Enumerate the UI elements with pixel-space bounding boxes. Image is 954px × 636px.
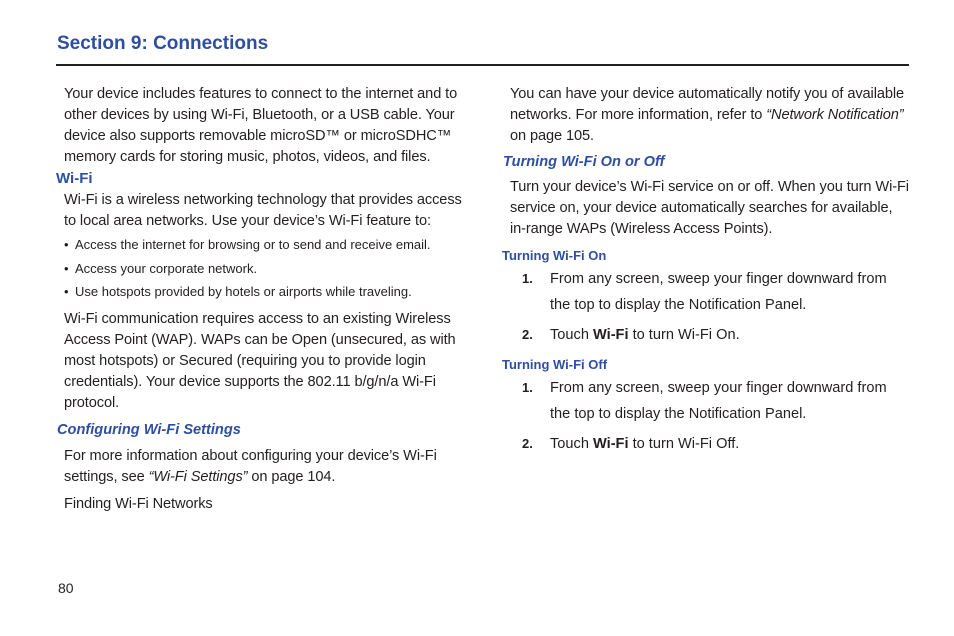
- bullet-item: [64, 236, 474, 254]
- bullet-item: [64, 283, 474, 301]
- wifi-description: Wi-Fi is a wireless networking technology that provides access to local area networks. Use your device’s Wi-Fi feature to:: [64, 192, 462, 229]
- bullet-text: Use hotspots provided by hotels or airports while traveling.: [75, 284, 412, 299]
- step-number: 1.: [522, 271, 533, 286]
- bullet-icon: •: [64, 284, 69, 299]
- turning-off-heading: Turning Wi-Fi Off: [502, 357, 608, 372]
- wifi-settings-reference[interactable]: “Wi-Fi Settings”: [148, 469, 248, 485]
- step-text: [550, 431, 910, 457]
- step-text-post: to turn Wi-Fi Off.: [628, 436, 740, 452]
- wifi-bullet-list: [64, 236, 474, 301]
- wap-paragraph: Wi-Fi communication requires access to an existing Wireless Access Point (WAP). WAPs can be Open (unsecured, as with most hotspots) or Secured (requiring you to provide login credentials). Your device supports the 802.11 b/g/n/a Wi-Fi protocol.: [64, 311, 456, 411]
- left-column: [56, 84, 474, 515]
- step-text: [550, 322, 910, 348]
- bullet-icon: •: [64, 261, 69, 276]
- notify-text: You can have your device automatically notify you of available networks. For more information, refer to: [510, 86, 905, 123]
- section-title: Section 9: Connections: [57, 33, 269, 54]
- notify-paragraph: [510, 84, 910, 147]
- step-number: 1.: [522, 380, 533, 395]
- network-notification-reference[interactable]: “Network Notification”: [766, 107, 904, 123]
- bullet-item: [64, 260, 474, 278]
- wifi-term: Wi-Fi: [593, 436, 629, 452]
- notify-text-end: on page 105.: [510, 128, 595, 144]
- step-number: 2.: [522, 436, 533, 451]
- step-text-post: to turn Wi-Fi On.: [628, 327, 740, 343]
- bullet-text: Access the internet for browsing or to send and receive email.: [75, 237, 431, 252]
- step-text: From any screen, sweep your finger downward from the top to display the Notification Panel.: [550, 380, 887, 422]
- intro-paragraph: Your device includes features to connect to the internet and to other devices by using Wi-Fi, Bluetooth, or a USB cable. Your device also supports removable microSD™ or microSDHC™ memory cards for storing music, photos, videos, and files.: [64, 86, 458, 165]
- step-number: 2.: [522, 327, 533, 342]
- turning-on-off-heading: Turning Wi-Fi On or Off: [503, 154, 665, 170]
- wifi-heading: Wi-Fi: [56, 170, 93, 187]
- step-text: From any screen, sweep your finger downward from the top to display the Notification Panel.: [550, 271, 887, 313]
- turn-on-steps: [510, 266, 910, 348]
- step-item: [510, 375, 910, 427]
- right-column: [502, 84, 910, 457]
- step-item: [510, 431, 910, 457]
- bullet-icon: •: [64, 237, 69, 252]
- step-text-pre: Touch: [550, 327, 593, 343]
- configuring-heading: Configuring Wi-Fi Settings: [57, 422, 241, 438]
- config-paragraph: [64, 446, 474, 488]
- page-number: 80: [58, 580, 74, 596]
- header-rule: [56, 64, 909, 66]
- turn-off-steps: [510, 375, 910, 457]
- step-text-pre: Touch: [550, 436, 593, 452]
- config-text-end: on page 104.: [247, 469, 336, 485]
- wifi-term: Wi-Fi: [593, 327, 629, 343]
- turning-on-heading: Turning Wi-Fi On: [502, 248, 607, 263]
- finding-networks-text: Finding Wi-Fi Networks: [64, 496, 213, 512]
- config-text: For more information about configuring your device’s Wi-Fi settings, see: [64, 448, 437, 485]
- turning-paragraph: Turn your device’s Wi-Fi service on or off. When you turn Wi-Fi service on, your device automatically searches for available, in-range WAPs (Wireless Access Points).: [510, 179, 909, 237]
- step-item: [510, 266, 910, 318]
- bullet-text: Access your corporate network.: [75, 261, 258, 276]
- step-item: [510, 322, 910, 348]
